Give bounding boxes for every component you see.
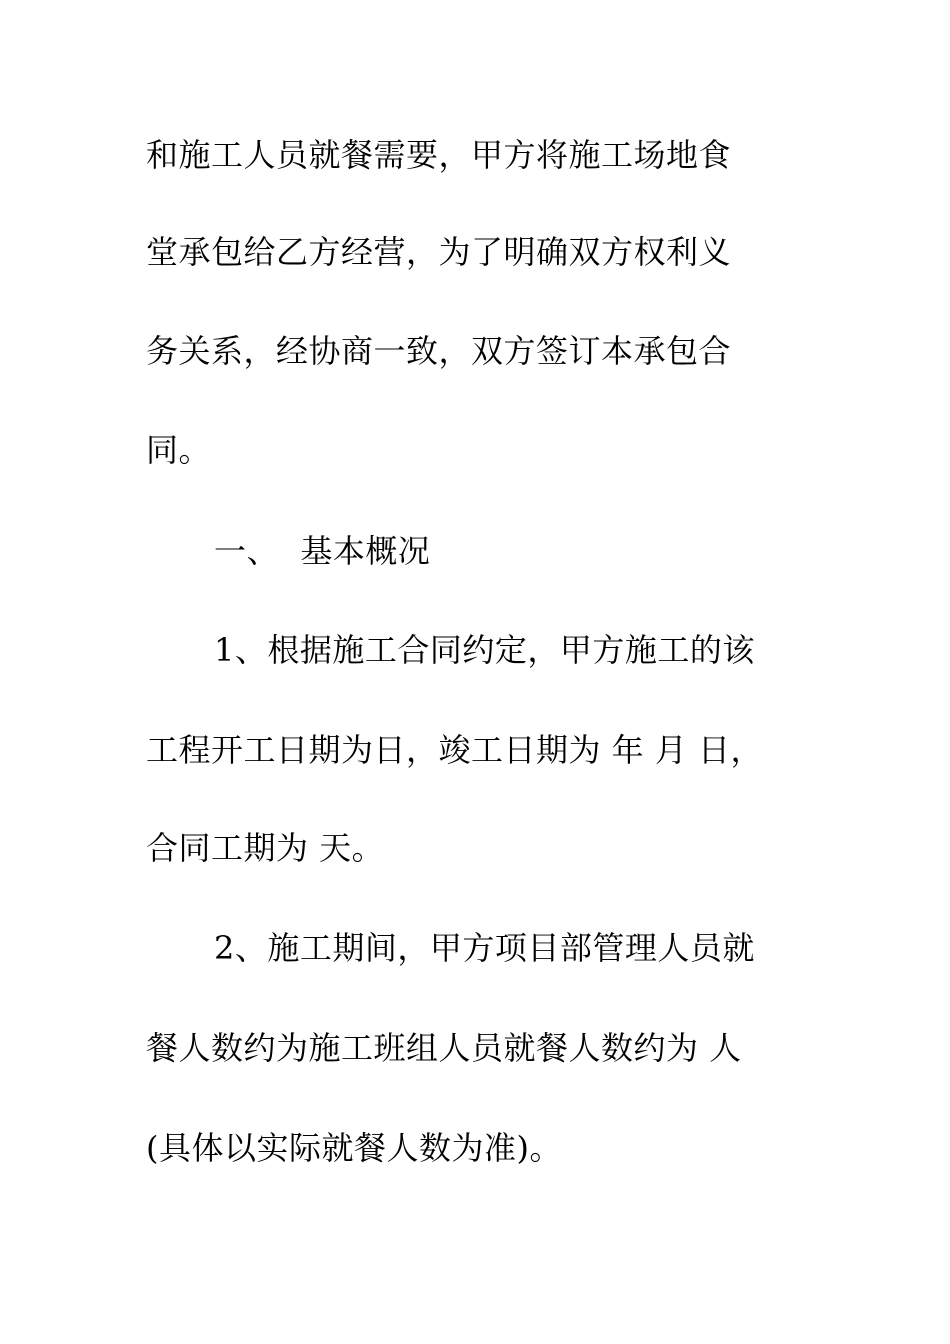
paragraph-line: 工程开工日期为日，竣工日期为 年 月 日，: [146, 731, 764, 769]
paragraph-line: 合同工期为 天。: [146, 829, 385, 867]
section-heading: 一、 基本概况: [214, 532, 431, 570]
paragraph-line: 堂承包给乙方经营，为了明确双方权利义: [146, 233, 732, 271]
paragraph-line: 2、施工期间，甲方项目部管理人员就: [214, 929, 755, 967]
paragraph-line: 和施工人员就餐需要，甲方将施工场地食: [146, 136, 732, 174]
paragraph-line: (具体以实际就餐人数为准)。: [146, 1129, 562, 1167]
paragraph-line: 同。: [146, 431, 212, 469]
paragraph-line: 1、根据施工合同约定，甲方施工的该: [214, 631, 755, 669]
paragraph-line: 餐人数约为施工班组人员就餐人数约为 人: [146, 1029, 742, 1067]
paragraph-line: 务关系，经协商一致，双方签订本承包合: [146, 332, 732, 370]
